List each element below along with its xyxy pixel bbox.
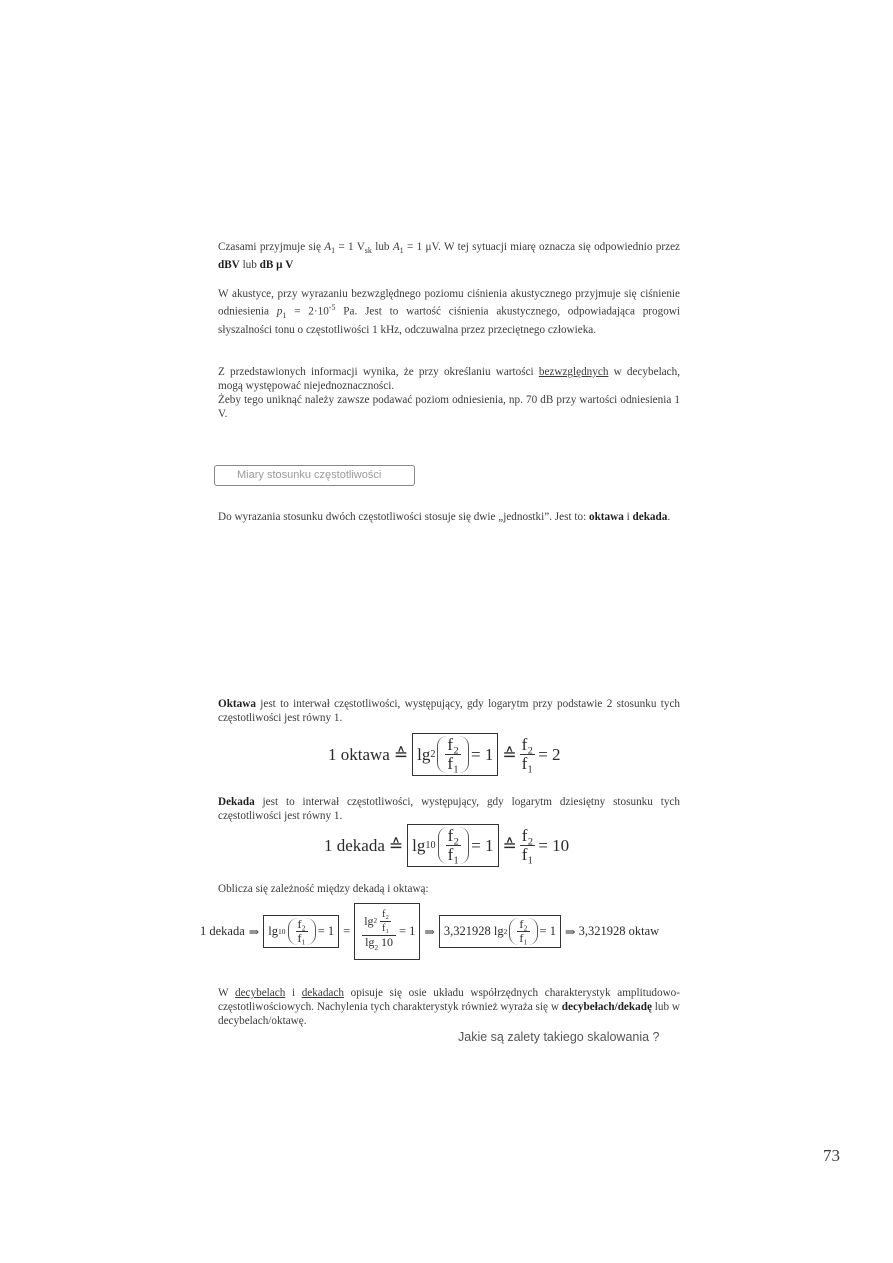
equation-octave: 1 oktawa ≙ lg 2 $\frac{\text{f₂}}{\text{f₁}}$ = 1 ≙ $\frac{\text{f₂}}{\text{f₁}}$ = 2 bbox=[328, 733, 561, 776]
equation-decade: 1 dekada ≙ lg 10 $\frac{\text{f₂}}{\text{f₁}}$ = 1 ≙ $\frac{\text{f₂}}{\text{f₁}}$ = 10 bbox=[324, 824, 569, 867]
paragraph-decibel-axes: W decybelach i dekadach opisuje się osie układu współrzędnych charakterystyk amplitudowo-częstotliwościowych. Nachylenia tych charakterystyk również wyraża się w decybełach/dekadę lub w decybelach/oktawę. bbox=[218, 987, 681, 1027]
page-number: 73 bbox=[823, 1146, 840, 1165]
section-heading: Miary stosunku częstotliwości bbox=[237, 469, 382, 481]
paragraph-acoustics: W akustyce, przy wyrazaniu bezwzględnego poziomu ciśnienia akustycznego przyjmuje się ciśnienie odniesienia $p_1 = 2\cdot 10^{-5}$ Pa. Jest to wartość ciśnienia akustycznego, odpowiadająca progowi słyszalności tonu o częstotliwości 1 kHz, odczuwalna przez przeciętnego człowieka. bbox=[218, 288, 680, 336]
question-text: Jakie są zalety takiego skalowania ? bbox=[458, 1030, 660, 1044]
equation-bracket: lg 2 $\frac{\text{f₂}}{\text{f₁}}$ = 1 bbox=[412, 733, 498, 776]
equation-decade-octave-relation: 1 dekada ⇒ lg 10 $\frac{\text{f₂}}{\text{f₁}}$ = 1 = lg 2 $\frac{\text{f₂}}{\text{f₁}}$ $\lg_2 10$ = 1 ⇒ 3,321928 lg 2 $\frac{\text{f₂}}{\text{f₁}}$ = 1 ⇒ 3,321928 oktaw bbox=[200, 903, 659, 960]
paragraph-octave-definition: Oktawa jest to interwał częstotliwości, występujący, gdy logarytm przy podstawie 2 stosunku tych częstotliwości jest równy 1. bbox=[218, 698, 680, 724]
paragraph-relation-intro: Oblicza się zależność między dekadą i oktawą: bbox=[218, 883, 429, 895]
section-heading-box bbox=[214, 465, 415, 486]
paragraph-reference-units: Czasami przyjmuje się $A_1 = 1$ $V_{sk}$ lub $A_1 = 1$ μV. W tej sytuacji miarę oznacza się odpowiednio przez dBV lub dB μ V bbox=[218, 241, 681, 272]
equation-bracket: lg 10 $\frac{\text{f₂}}{\text{f₁}}$ = 1 bbox=[407, 824, 498, 867]
paragraph-decade-definition: Dekada jest to interwał częstotliwości, występujący, gdy logarytm dziesiętny stosunku tych częstotliwości jest równy 1. bbox=[218, 796, 680, 822]
paragraph-ambiguity: Z przedstawionych informacji wynika, że przy określaniu wartości bezwzględnych w decybelach, mogą występować niejednoznaczności. Żeby tego uniknąć należy zawsze podawać poziom odniesienia, np. 70 dB przy wartości odniesienia 1 V. bbox=[218, 366, 680, 420]
paragraph-units-intro: Do wyrazania stosunku dwóch częstotliwości stosuje się dwie „jednostki”. Jest to: oktawa i dekada. bbox=[218, 511, 671, 523]
